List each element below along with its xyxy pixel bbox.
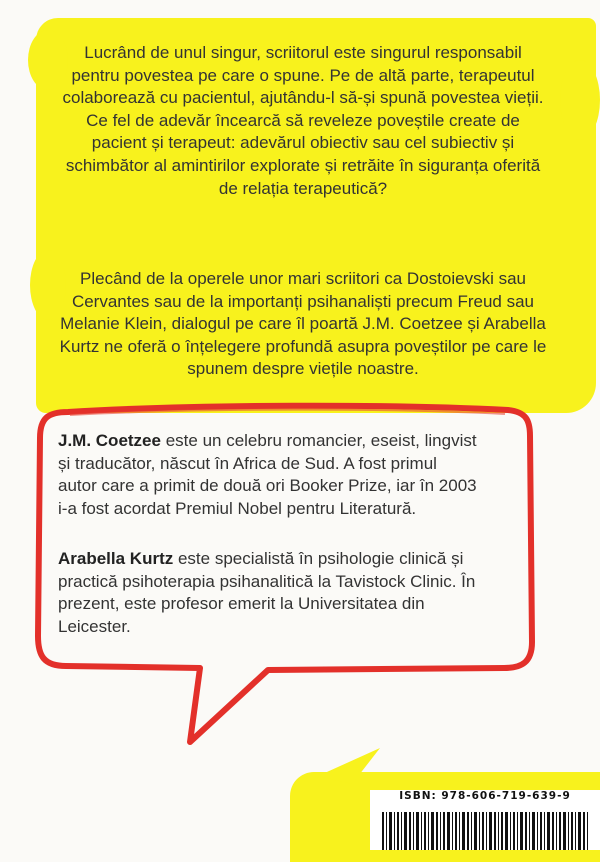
barcode: [380, 812, 590, 850]
author-name: J.M. Coetzee: [58, 431, 161, 450]
paragraph-text: Lucrând de unul singur, scriitorul este singurul responsabil pentru povestea pe care o spune. Pe de altă parte, terapeutul colaborează cu pacientul, ajutându-l să-și spună povestea vieții. Ce fel de adevăr încearcă să reveleze poveștile create de pacient și terapeut: adevărul obiectiv sau cel subiectiv și schimbător al amintirilor explorate și retrăite în siguranța oferită de relația terapeutică?: [62, 43, 544, 198]
author-bio-text: este un celebru romancier, eseist, lingvist și traducător, născut în Africa de Sud. A fost primul autor care a primit de două ori Booker Prize, iar în 2003 i-a fost acordat Premiul Nobel pentru Literatură.: [58, 431, 477, 518]
bubble-tail: [318, 748, 380, 784]
author-bio-text: este specialistă în psihologie clinică și practică psihoterapia psihanalitică la Tavistock Clinic. În prezent, este profesor emerit la Universitatea din Leicester.: [58, 549, 476, 636]
paragraph-text: Plecând de la operele unor mari scriitori ca Dostoievski sau Cervantes sau de la importanți psihanaliști precum Freud sau Melanie Klein, dialogul pe care îl poartă J.M. Coetzee și Arabella Kurtz ne oferă o înțelegere profundă asupra poveștilor pe care le spunem despre viețile noastre.: [59, 269, 547, 379]
author-name: Arabella Kurtz: [58, 549, 174, 568]
isbn-label: ISBN: 978-606-719-639-9: [399, 790, 571, 802]
